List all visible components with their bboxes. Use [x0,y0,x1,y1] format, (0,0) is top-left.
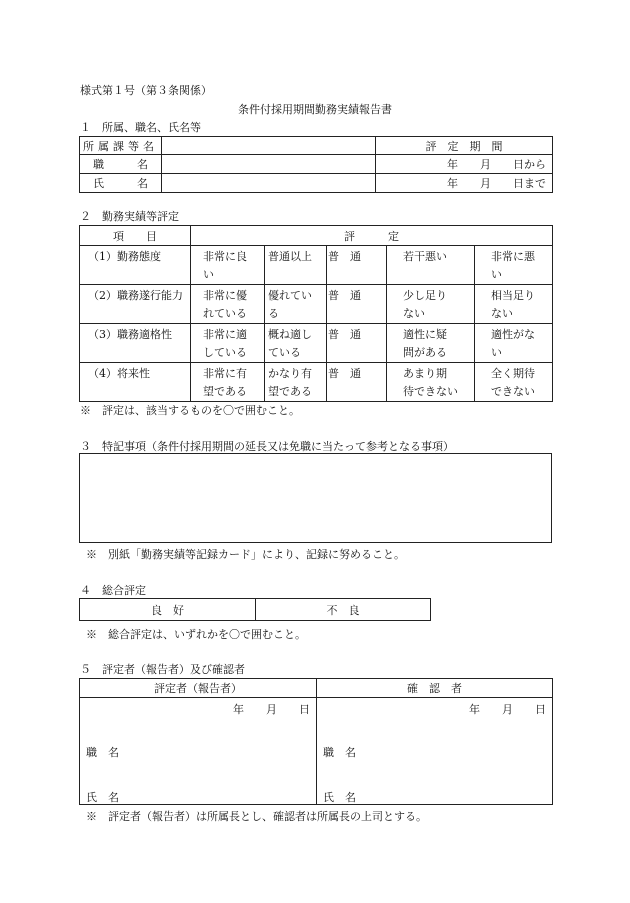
post-label: 職 名 [80,155,162,174]
section-2-note: ※ 評定は、該当するものを〇で囲むこと。 [80,404,300,417]
overall-bad[interactable]: 不 良 [256,599,431,621]
confirmer-date: 年 月 日 [469,703,546,716]
section-3-note: ※ 別紙「勤務実績等記録カード」により、記録に努めること。 [86,548,405,561]
eval-item: （4）将来性 [80,363,191,402]
grade-5[interactable]: 全く期待 できない [475,363,553,402]
grade-3[interactable]: 普 通 [327,246,387,285]
grade-1[interactable]: 非常に有 望である [191,363,265,402]
remarks-box[interactable] [79,453,552,543]
grade-5[interactable]: 非常に悪 い [475,246,553,285]
evaluation-table [79,225,553,402]
affiliation-table [79,136,553,193]
grade-1[interactable]: 非常に適 している [191,324,265,363]
eval-row-aptitude [80,324,553,363]
confirmer-cell[interactable] [317,698,553,805]
evaluator-date: 年 月 日 [233,703,310,716]
grade-3[interactable]: 普 通 [327,324,387,363]
section-5-note: ※ 評定者（報告者）は所属長とし、確認者は所属長の上司とする。 [86,810,427,823]
eval-row-potential [80,363,553,402]
section-2-heading: ２ 勤務実績等評定 [80,210,179,223]
eval-item: （1）勤務態度 [80,246,191,285]
period-label: 評 定 期 間 [376,137,553,155]
grade-1[interactable]: 非常に優 れている [191,285,265,324]
grade-2[interactable]: 概ね適し ている [265,324,327,363]
grade-5[interactable]: 相当足り ない [475,285,553,324]
section-3-heading: ３ 特記事項（条件付採用期間の延長又は免職に当たって参考となる事項） [80,440,454,453]
overall-good[interactable]: 良 好 [80,599,256,621]
page-title: 条件付採用期間勤務実績報告書 [238,103,392,116]
grade-4[interactable]: 若干悪い [387,246,475,285]
grade-3[interactable]: 普 通 [327,363,387,402]
grade-2[interactable]: 優れてい る [265,285,327,324]
col-eval-header: 評 定 [191,226,553,246]
eval-item: （2）職務遂行能力 [80,285,191,324]
grade-5[interactable]: 適性がな い [475,324,553,363]
grade-2[interactable]: かなり有 望である [265,363,327,402]
overall-table [79,598,431,621]
eval-item: （3）職務適格性 [80,324,191,363]
grade-4[interactable]: 少し足り ない [387,285,475,324]
section-1-heading: １ 所属、職名、氏名等 [80,121,201,134]
col-item-header: 項 目 [80,226,191,246]
name-label: 氏 名 [80,174,162,193]
period-from[interactable]: 年 月 日から [376,155,553,174]
eval-row-ability [80,285,553,324]
period-to[interactable]: 年 月 日まで [376,174,553,193]
grade-4[interactable]: あまり期 待できない [387,363,475,402]
post-field[interactable] [162,155,376,174]
name-field[interactable] [162,174,376,193]
grade-1[interactable]: 非常に良 い [191,246,265,285]
dept-label: 所属課等名 [80,137,162,155]
confirmer-name: 氏 名 [323,791,356,804]
section-4-note: ※ 総合評定は、いずれかを〇で囲むこと。 [86,628,306,641]
grade-4[interactable]: 適性に疑 問がある [387,324,475,363]
eval-row-attitude [80,246,553,285]
evaluator-name: 氏 名 [86,791,119,804]
grade-3[interactable]: 普 通 [327,285,387,324]
signature-table [79,678,553,805]
confirmer-header: 確 認 者 [317,679,553,698]
section-4-heading: ４ 総合評定 [80,584,146,597]
dept-field[interactable] [162,137,376,155]
form-number: 様式第１号（第３条関係） [80,84,212,97]
evaluator-post: 職 名 [86,746,119,759]
evaluator-cell[interactable] [80,698,317,805]
section-5-heading: ５ 評定者（報告者）及び確認者 [80,663,245,676]
grade-2[interactable]: 普通以上 [265,246,327,285]
evaluator-header: 評定者（報告者） [80,679,317,698]
confirmer-post: 職 名 [323,746,356,759]
